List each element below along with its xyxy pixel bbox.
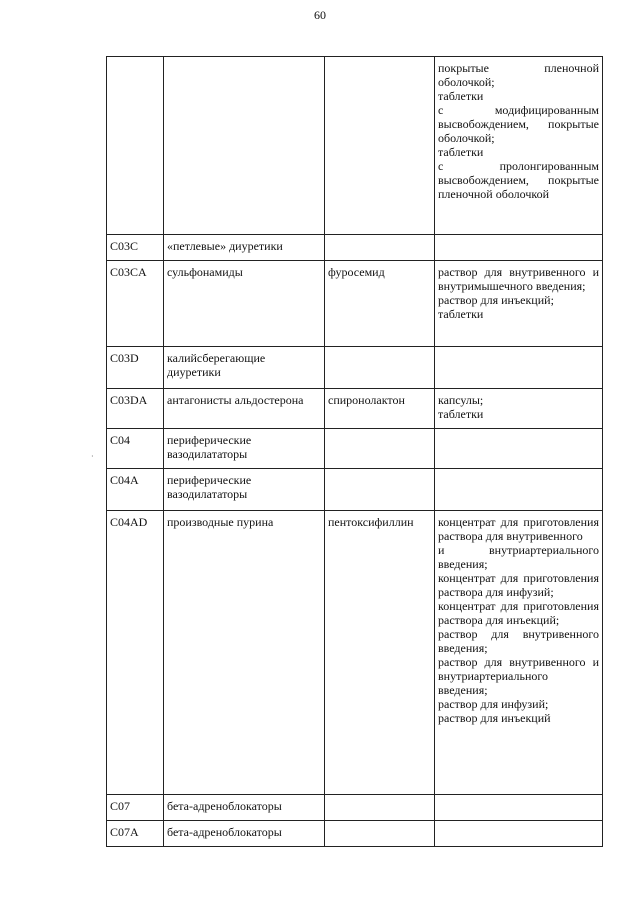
dosage-form-cell: раствор для внутривенного и внутримышечного введения; раствор для инъекций; таблетки [435, 261, 603, 347]
group-cell: антагонисты альдостерона [164, 389, 325, 429]
atc-code-cell: C07 [107, 795, 164, 821]
atc-code-cell [107, 57, 164, 235]
atc-code-cell: C04 [107, 429, 164, 469]
drug-table [106, 56, 603, 847]
group-cell: бета-адреноблокаторы [164, 821, 325, 847]
substance-cell: спиронолактон [325, 389, 435, 429]
substance-cell [325, 57, 435, 235]
group-cell: периферические вазодилататоры [164, 469, 325, 511]
group-cell: периферические вазодилататоры [164, 429, 325, 469]
dosage-form-cell [435, 429, 603, 469]
dosage-form-cell [435, 795, 603, 821]
atc-code-cell: C03CA [107, 261, 164, 347]
dosage-form-cell [435, 469, 603, 511]
substance-cell [325, 821, 435, 847]
atc-code-cell: C04A [107, 469, 164, 511]
dosage-form-cell: концентрат для приготовления раствора для внутривенного и внутриартериального введения; концентрат для приготовления раствора для инфузий; концентрат для приготовления раствора для инъекций; раствор для внутривенного введения; раствор для внутривенного и внутриартериального введения; раствор для инфузий; раствор для инъекций [435, 511, 603, 795]
substance-cell [325, 429, 435, 469]
group-cell [164, 57, 325, 235]
table-row [107, 57, 603, 235]
table-row [107, 389, 603, 429]
table-row [107, 235, 603, 261]
page-number: 60 [314, 8, 326, 22]
table-row [107, 429, 603, 469]
margin-mark: · [91, 452, 94, 461]
dosage-form-cell [435, 347, 603, 389]
group-cell: калийсберегающие диуретики [164, 347, 325, 389]
table-row [107, 347, 603, 389]
atc-code-cell: C04AD [107, 511, 164, 795]
table-row [107, 261, 603, 347]
table-row [107, 511, 603, 795]
group-cell: бета-адреноблокаторы [164, 795, 325, 821]
dosage-form-cell: покрытые пленочной оболочкой; таблетки с модифицированным высвобождением, покрытые оболочкой; таблетки с пролонгированным высвобождением, покрытые пленочной оболочкой [435, 57, 603, 235]
dosage-form-cell [435, 821, 603, 847]
group-cell: сульфонамиды [164, 261, 325, 347]
substance-cell: пентоксифиллин [325, 511, 435, 795]
atc-code-cell: C03D [107, 347, 164, 389]
dosage-form-cell: капсулы; таблетки [435, 389, 603, 429]
table-row [107, 821, 603, 847]
atc-code-cell: C03C [107, 235, 164, 261]
substance-cell [325, 347, 435, 389]
substance-cell [325, 795, 435, 821]
atc-code-cell: C07A [107, 821, 164, 847]
substance-cell [325, 469, 435, 511]
substance-cell [325, 235, 435, 261]
table-row [107, 469, 603, 511]
atc-code-cell: C03DA [107, 389, 164, 429]
group-cell: «петлевые» диуретики [164, 235, 325, 261]
substance-cell: фуросемид [325, 261, 435, 347]
table-row [107, 795, 603, 821]
group-cell: производные пурина [164, 511, 325, 795]
dosage-form-cell [435, 235, 603, 261]
